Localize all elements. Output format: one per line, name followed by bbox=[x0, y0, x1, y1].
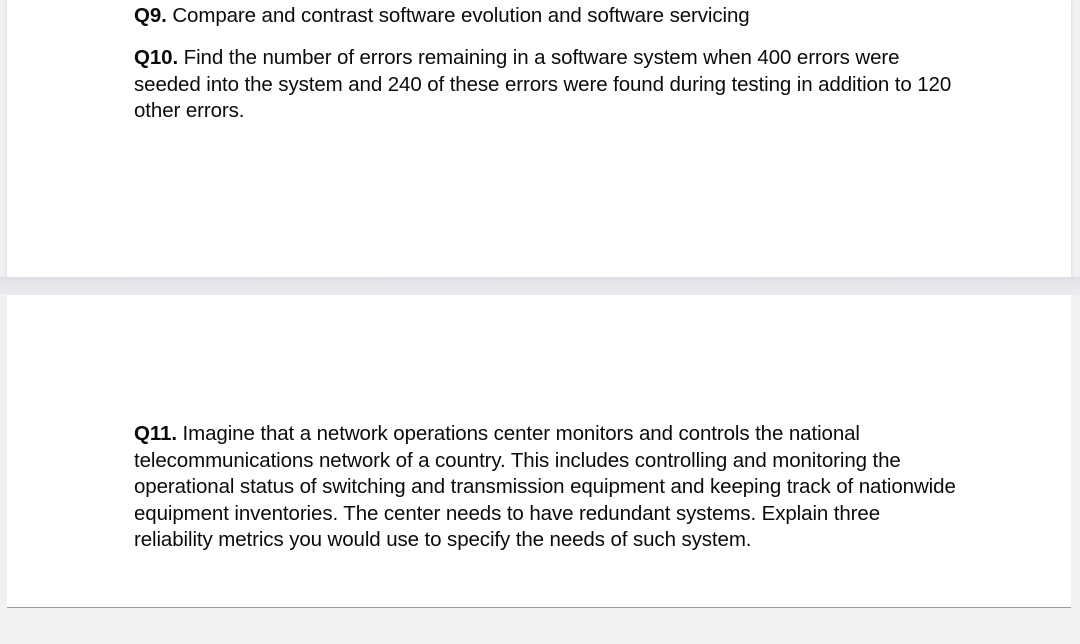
question-number: Q9. bbox=[134, 4, 167, 27]
document-page-top bbox=[7, 0, 1071, 277]
question-q9 bbox=[134, 3, 964, 30]
question-text: Find the number of errors remaining in a software system when 400 errors were seeded into the system and 240 of these errors were found during testing in addition to 120 other errors. bbox=[134, 46, 952, 122]
question-number: Q11. bbox=[134, 422, 177, 445]
question-q11 bbox=[134, 421, 964, 554]
page-separator bbox=[0, 277, 1080, 295]
question-number: Q10. bbox=[134, 46, 179, 69]
document-page-bottom bbox=[7, 295, 1071, 608]
question-q10 bbox=[134, 45, 964, 125]
question-text: Compare and contrast software evolution and software servicing bbox=[166, 4, 750, 27]
question-text: Imagine that a network operations center monitors and controls the national telecommunications network of a country. This includes controlling and monitoring the operational status of switching and transmission equipment and keeping track of nationwide equipment inventories. The center needs to have redundant systems. Explain three reliability metrics you would use to specify the needs of such system. bbox=[134, 422, 956, 551]
